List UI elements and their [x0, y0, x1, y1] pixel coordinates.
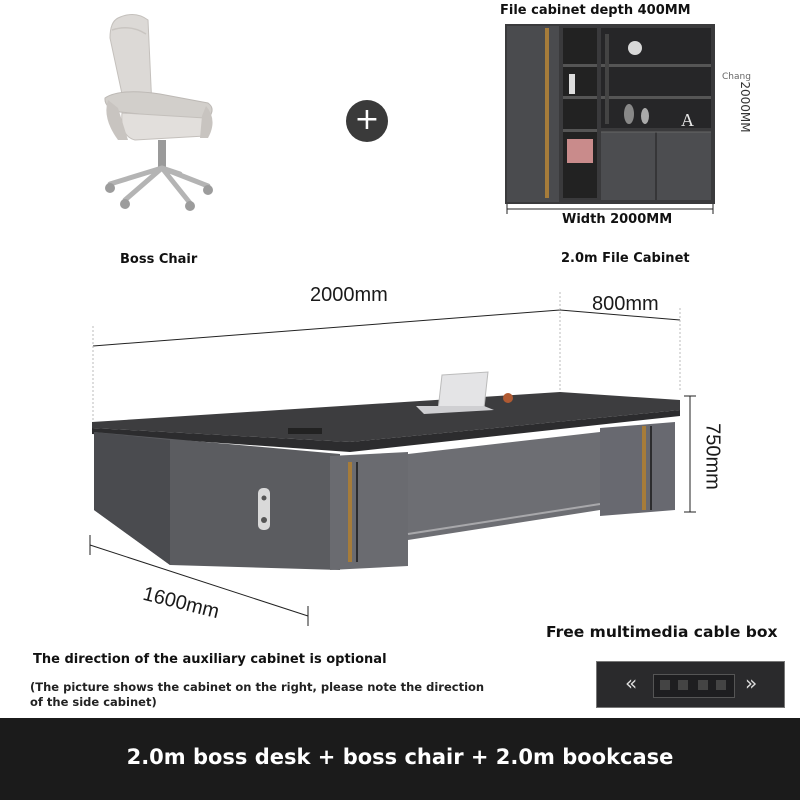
chevron-left-icon: «	[625, 671, 638, 695]
chevron-right-icon: »	[745, 671, 758, 695]
boss-desk-image	[90, 370, 690, 585]
cabinet-brand-mark: Chang	[722, 72, 751, 82]
chair-label: Boss Chair	[120, 252, 198, 267]
cabinet-depth-label: File cabinet depth 400MM	[500, 3, 691, 18]
file-cabinet-image	[505, 24, 715, 204]
cable-box-image	[596, 661, 785, 708]
cabinet-label: 2.0m File Cabinet	[561, 251, 690, 266]
desk-height-label: 750mm	[701, 423, 724, 490]
footer-title: 2.0m boss desk + boss chair + 2.0m bookcase	[126, 745, 674, 769]
plus-icon: +	[346, 100, 388, 142]
boss-chair-image	[80, 8, 230, 213]
direction-detail-line2: of the side cabinet)	[30, 695, 157, 709]
cabinet-height-label: 2000MM	[738, 81, 752, 133]
cable-box-ports	[653, 674, 735, 698]
direction-note: The direction of the auxiliary cabinet is optional	[33, 652, 387, 667]
cabinet-width-label: Width 2000MM	[562, 212, 673, 227]
direction-detail-line1: (The picture shows the cabinet on the right, please note the direction	[30, 680, 485, 694]
svg-text:A: A	[681, 110, 694, 130]
footer-banner	[0, 718, 800, 800]
desk-side-length-label: 800mm	[592, 293, 659, 315]
cable-box-title: Free multimedia cable box	[546, 623, 778, 641]
desk-length-label: 2000mm	[310, 284, 388, 306]
desk-depth-label: 1600mm	[140, 582, 222, 624]
